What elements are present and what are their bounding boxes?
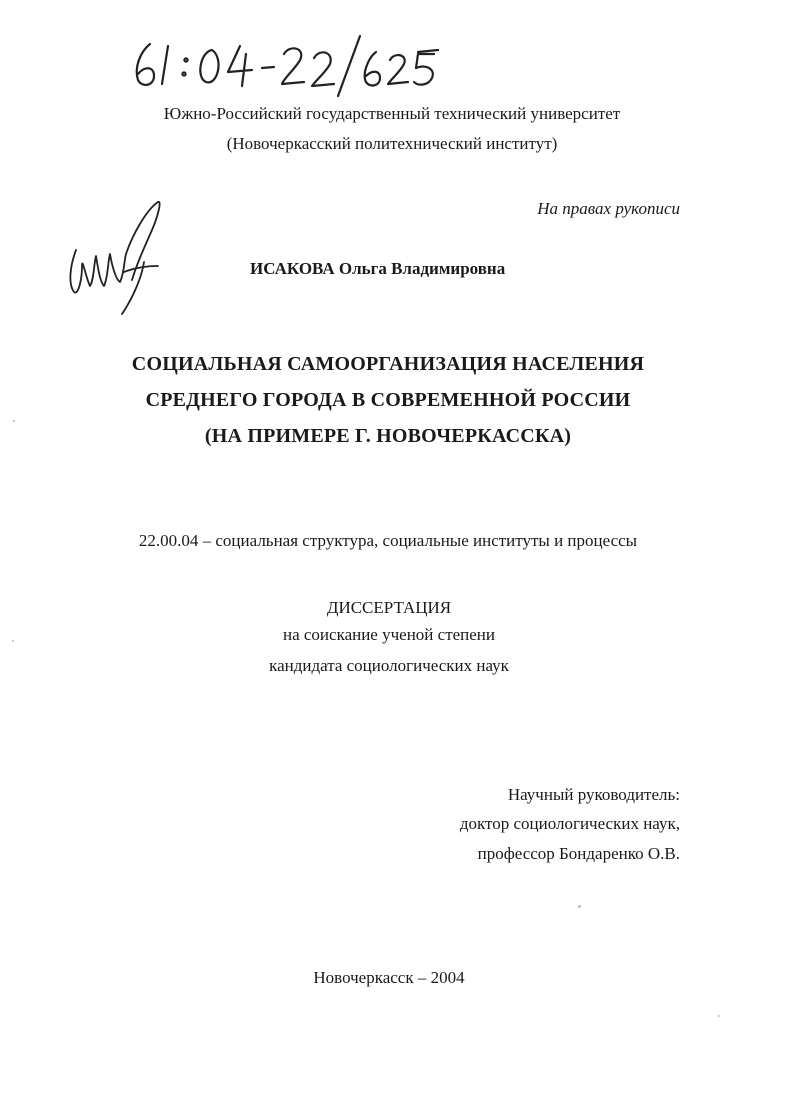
title-line-1: СОЦИАЛЬНАЯ САМООРГАНИЗАЦИЯ НАСЕЛЕНИЯ [131,353,645,375]
handwritten-catalog-number [128,30,458,100]
title-line-2: СРЕДНЕГО ГОРОДА В СОВРЕМЕННОЙ РОССИИ [145,389,631,411]
scan-speck [718,1015,720,1017]
degree-purpose: на соискание ученой степени [282,625,496,644]
dissertation-heading: ДИССЕРТАЦИЯ [326,598,452,617]
author-name [250,258,505,280]
supervisor-degree: доктор социологических наук, [459,814,680,833]
rights-note: На правах рукописи [537,199,680,218]
supervisor-label: Научный руководитель: [507,785,680,804]
university-alt-name: (Новочеркасский политехнический институт) [226,134,558,153]
scan-speck [13,420,15,422]
scan-speck [12,640,14,642]
handwritten-signature [62,196,182,321]
supervisor-name: профессор Бондаренко О.В. [477,844,680,863]
title-line-3: (НА ПРИМЕРЕ Г. НОВОЧЕРКАССКА) [204,425,572,447]
specialty-code: 22.00.04 – социальная структура, социальные институты и процессы [138,531,638,550]
university-name: Южно-Российский государственный технический университет [163,104,621,123]
city-year: Новочеркасск – 2004 [313,968,465,987]
degree-name: кандидата социологических наук [269,656,509,675]
scan-speck [578,905,581,908]
author-name-text: ИСАКОВА Ольга Владимировна [250,259,506,278]
